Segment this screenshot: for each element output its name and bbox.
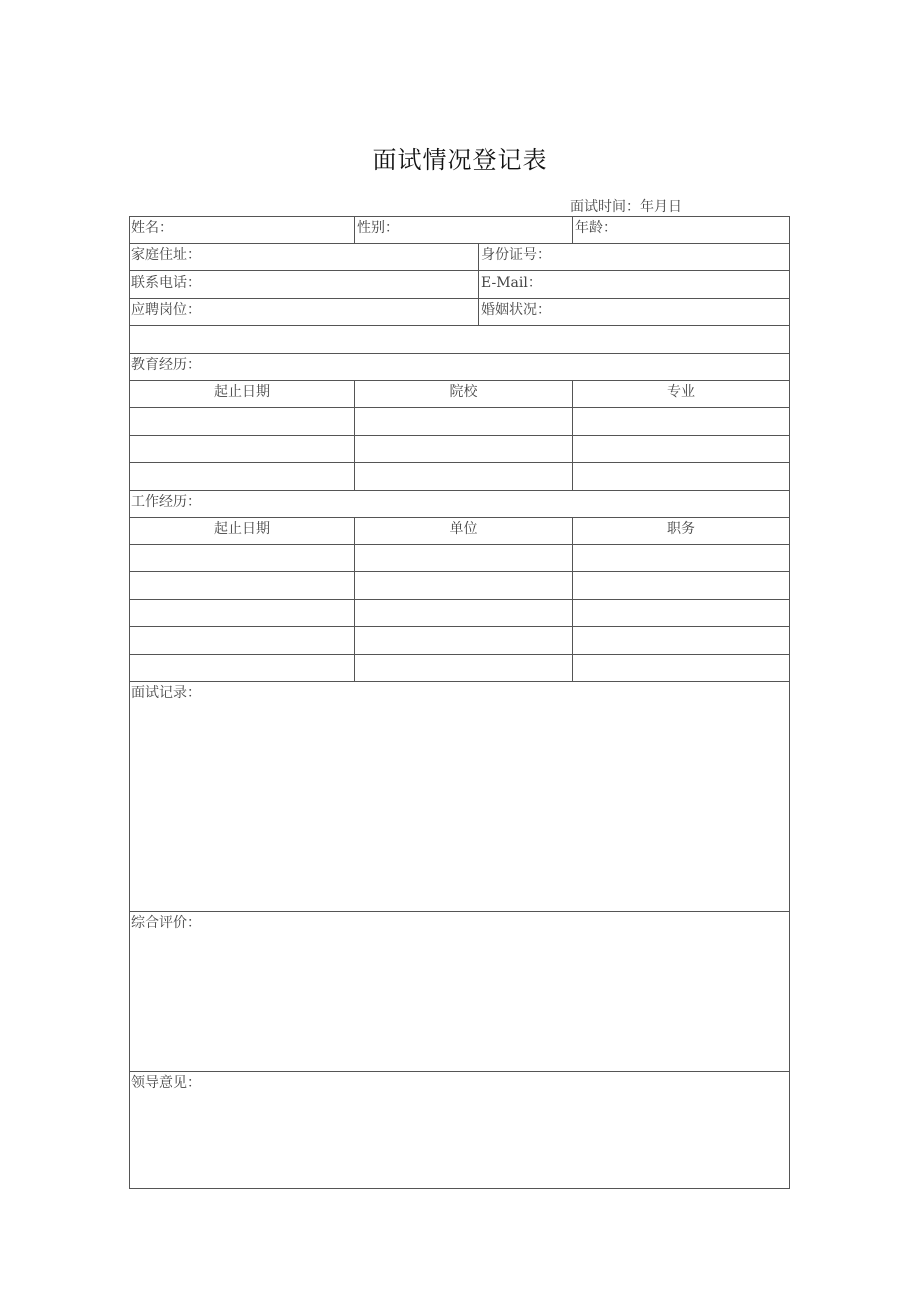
row-divider xyxy=(129,626,790,627)
name-label: 姓名： xyxy=(131,220,173,236)
interview-date: 面试时间：年月日 xyxy=(570,199,682,215)
col-divider xyxy=(354,517,355,681)
row-divider xyxy=(129,911,790,912)
education-col-school: 院校 xyxy=(449,384,478,400)
row-divider xyxy=(129,681,790,682)
work-col-employer: 单位 xyxy=(449,521,478,537)
row-divider xyxy=(129,407,790,408)
work-label: 工作经历： xyxy=(131,494,201,510)
col-divider xyxy=(572,517,573,681)
leader-opinion-label: 领导意见： xyxy=(131,1075,201,1091)
row-divider xyxy=(129,270,790,271)
row-divider xyxy=(129,599,790,600)
row-divider xyxy=(129,216,790,217)
col-divider xyxy=(354,216,355,243)
work-col-date: 起止日期 xyxy=(214,521,270,537)
work-col-title: 职务 xyxy=(667,521,695,537)
gender-label: 性别： xyxy=(357,220,399,236)
col-divider xyxy=(478,243,479,325)
education-col-date: 起止日期 xyxy=(214,384,270,400)
position-label: 应聘岗位： xyxy=(131,302,201,318)
row-divider xyxy=(129,298,790,299)
row-divider xyxy=(129,462,790,463)
row-divider xyxy=(129,544,790,545)
row-divider xyxy=(129,435,790,436)
overall-evaluation-label: 综合评价： xyxy=(131,915,201,931)
row-divider xyxy=(129,325,790,326)
interview-record-label: 面试记录： xyxy=(131,685,201,701)
table-border-bottom xyxy=(129,1188,790,1189)
education-col-major: 专业 xyxy=(667,384,695,400)
row-divider xyxy=(129,571,790,572)
table-border-right xyxy=(789,216,790,1189)
address-label: 家庭住址： xyxy=(131,247,201,263)
phone-label: 联系电话： xyxy=(131,275,201,291)
row-divider xyxy=(129,243,790,244)
row-divider xyxy=(129,654,790,655)
marital-status-label: 婚姻状况： xyxy=(481,302,551,318)
table-border-left xyxy=(129,216,130,1189)
row-divider xyxy=(129,517,790,518)
page-title: 面试情况登记表 xyxy=(372,146,548,174)
id-number-label: 身份证号： xyxy=(481,247,551,263)
row-divider xyxy=(129,353,790,354)
age-label: 年龄： xyxy=(575,220,617,236)
email-label: E-Mail： xyxy=(481,275,542,291)
row-divider xyxy=(129,490,790,491)
col-divider xyxy=(572,216,573,243)
education-label: 教育经历： xyxy=(131,357,201,373)
row-divider xyxy=(129,1071,790,1072)
row-divider xyxy=(129,380,790,381)
